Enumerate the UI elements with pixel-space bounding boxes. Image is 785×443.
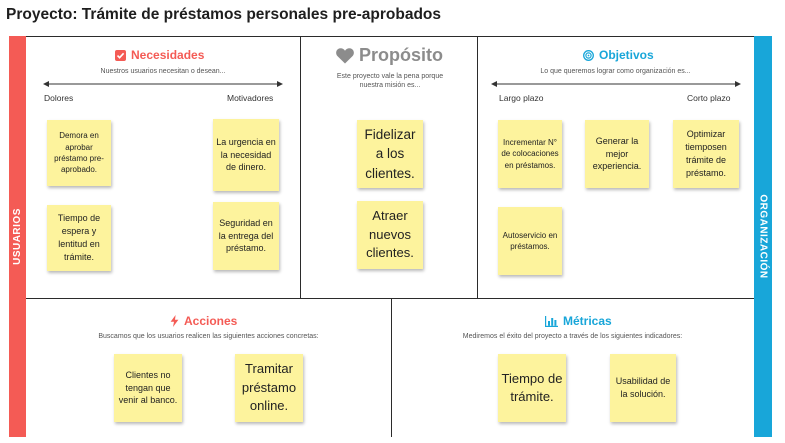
vertical-divider-bottom: [391, 298, 392, 437]
metricas-subtitle: Mediremos el éxito del proyecto a través de los siguientes indicadores:: [462, 333, 683, 340]
heart-icon: [336, 48, 354, 64]
checkbox-icon: [115, 50, 126, 61]
corto-plazo-label: Corto plazo: [687, 93, 731, 103]
sticky-note: Demora en aprobar préstamo pre-aprobado.: [47, 120, 111, 186]
sticky-note: Tiempo de trámite.: [498, 354, 566, 422]
sticky-note: Generar la mejor experiencia.: [585, 120, 649, 188]
vertical-divider-1: [300, 36, 301, 298]
necesidades-axis-arrow: [43, 80, 283, 88]
usuarios-band: [9, 36, 26, 437]
proposito-title: Propósito: [359, 45, 443, 65]
objetivos-subtitle: Lo que queremos lograr como organización es...: [540, 68, 691, 75]
objetivos-title: Objetivos: [599, 48, 654, 62]
page-title: Proyecto: Trámite de préstamos personales pre-aprobados: [6, 6, 441, 23]
sticky-note: Optimizar tiemposen trámite de préstamo.: [673, 120, 739, 188]
lightning-icon: [170, 315, 179, 327]
organizacion-label: ORGANIZACIÓN: [757, 194, 769, 279]
sticky-note: Tramitar préstamo online.: [235, 354, 303, 422]
acciones-title: Acciones: [184, 314, 238, 328]
sticky-note: Seguridad en la entrega del préstamo.: [213, 202, 279, 270]
acciones-header: [170, 314, 237, 328]
motivadores-label: Motivadores: [227, 93, 274, 103]
metricas-header: [545, 314, 612, 328]
proposito-subtitle: Este proyecto vale la pena porque nuestra misión es...: [336, 73, 444, 89]
dolores-label: Dolores: [44, 93, 74, 103]
metricas-title: Métricas: [563, 314, 612, 328]
necesidades-header: [115, 48, 204, 62]
bar-chart-icon: [545, 316, 558, 327]
sticky-note: Autoservicio en préstamos.: [498, 207, 562, 275]
usuarios-label: USUARIOS: [12, 208, 24, 265]
horizontal-divider: [26, 298, 754, 299]
vertical-divider-2: [477, 36, 478, 298]
sticky-note: La urgencia en la necesidad de dinero.: [213, 119, 279, 191]
necesidades-title: Necesidades: [131, 48, 205, 62]
necesidades-subtitle: Nuestros usuarios necesitan o desean...: [100, 68, 226, 75]
top-divider: [26, 36, 754, 37]
sticky-note: Incrementar N° de colocaciones en préstamos.: [498, 120, 562, 188]
objetivos-header: [583, 48, 654, 62]
largo-plazo-label: Largo plazo: [499, 93, 544, 103]
target-icon: [583, 50, 594, 61]
canvas-board: [26, 36, 754, 437]
objetivos-axis-arrow: [491, 80, 741, 88]
organizacion-band: [754, 36, 772, 437]
sticky-note: Tiempo de espera y lentitud en trámite.: [47, 205, 111, 271]
acciones-subtitle: Buscamos que los usuarios realicen las siguientes acciones concretas:: [98, 333, 319, 340]
proposito-header: [336, 45, 443, 66]
sticky-note: Fidelizar a los clientes.: [357, 120, 423, 188]
sticky-note: Clientes no tengan que venir al banco.: [114, 354, 182, 422]
sticky-note: Usabilidad de la solución.: [610, 354, 676, 422]
sticky-note: Atraer nuevos clientes.: [357, 201, 423, 269]
